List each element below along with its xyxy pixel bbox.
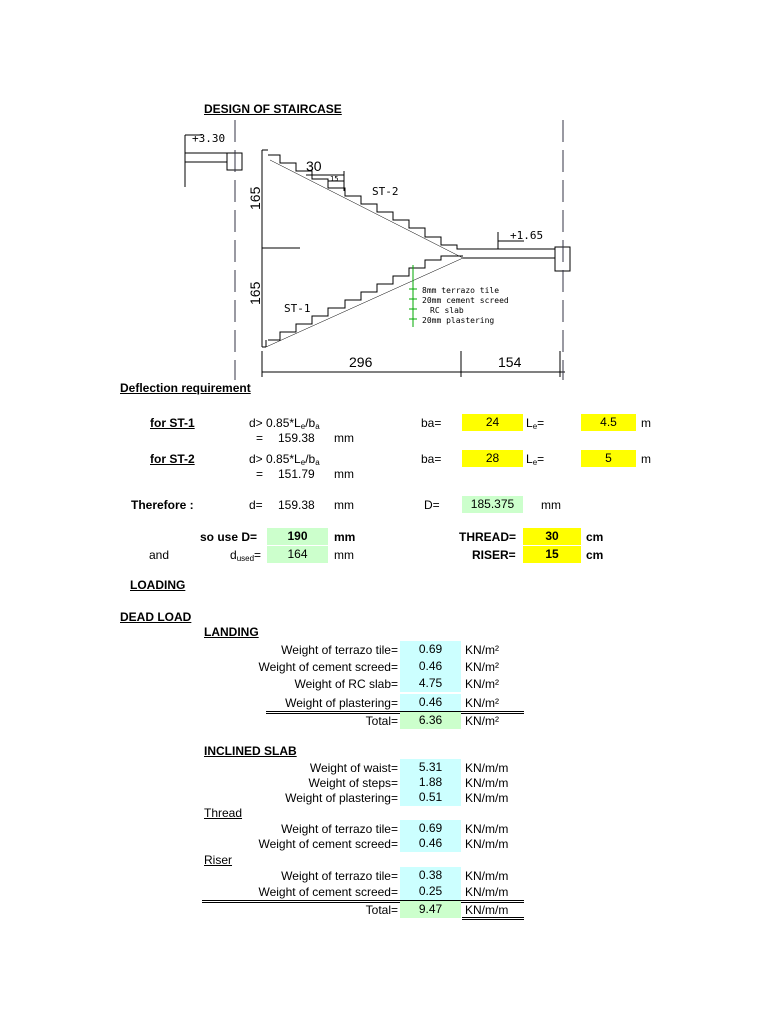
- landing-row-unit: KN/m²: [465, 696, 499, 710]
- inclined-row-value: 1.88: [400, 774, 461, 791]
- D-unit: mm: [541, 498, 561, 512]
- inclined-total-rule: [462, 919, 524, 920]
- D-value: 185.375: [462, 496, 523, 513]
- level-top: +3.30: [192, 132, 226, 145]
- st2-le-label: $L_e=$: [526, 452, 545, 467]
- inclined-row-label: Weight of waist=: [309, 761, 398, 775]
- st2-le-unit: m: [641, 452, 651, 466]
- landing-row-label: Weight of terrazo tile=: [281, 643, 398, 657]
- layer-label: RC slab: [430, 306, 464, 315]
- landing-row-value: 0.69: [400, 641, 461, 658]
- layer-label: 20mm plastering: [422, 316, 495, 325]
- thread-heading: Thread: [204, 806, 243, 820]
- page-title: DESIGN OF STAIRCASE: [204, 102, 342, 116]
- st2-d-value: 151.79: [278, 467, 315, 481]
- st1-le-value: 4.5: [581, 414, 636, 431]
- thread-row-value: 0.46: [400, 835, 461, 852]
- st1-label: for ST-1: [150, 416, 195, 430]
- st1-le-unit: m: [641, 416, 651, 430]
- landing-row-value: 4.75: [400, 675, 461, 692]
- st2-ba-label: ba=: [421, 452, 442, 466]
- riser-row-label: Weight of terrazo tile=: [281, 869, 398, 883]
- inclined-row-unit: KN/m/m: [465, 761, 509, 775]
- thread-unit: cm: [586, 530, 604, 544]
- deflection-heading: Deflection requirement: [120, 381, 251, 395]
- d-unit: mm: [334, 498, 354, 512]
- landing-row-label: Weight of plastering=: [285, 696, 398, 710]
- therefore-label: Therefore :: [131, 498, 194, 512]
- so-use-unit: mm: [334, 530, 356, 544]
- tread-dim: 30: [306, 158, 322, 174]
- riser-row-unit: KN/m/m: [465, 869, 509, 883]
- inclined-row-unit: KN/m/m: [465, 791, 509, 805]
- riser-row-value: 0.25: [400, 883, 461, 900]
- st2-eq: =: [256, 467, 264, 481]
- d-label: d=: [249, 498, 263, 512]
- landing-total-unit: KN/m²: [465, 714, 499, 728]
- landing-row-label: Weight of cement screed=: [258, 660, 398, 674]
- so-use-value: 190: [267, 528, 328, 545]
- st1-d-value: 159.38: [278, 431, 315, 445]
- inclined-total-rule: [462, 917, 524, 918]
- inclined-row-label: Weight of steps=: [308, 776, 398, 790]
- st1-le-label: $L_e=$: [526, 416, 545, 431]
- thread-row-value: 0.69: [400, 820, 461, 837]
- riser-dim: 15: [330, 175, 339, 183]
- st2-formula: $d> 0.85*L_e/b_a$: [249, 452, 320, 467]
- riser-row-value: 0.38: [400, 867, 461, 884]
- inclined-row-label: Weight of plastering=: [285, 791, 398, 805]
- landing-row-unit: KN/m²: [465, 660, 499, 674]
- loading-heading: LOADING: [130, 578, 186, 592]
- staircase-drawing: [180, 115, 600, 380]
- layer-label: 20mm cement screed: [422, 296, 509, 305]
- level-mid: +1.65: [510, 229, 544, 242]
- height-lower: 165: [247, 281, 263, 305]
- dused-label: $d_{used}=$: [230, 548, 262, 563]
- thread-value: 30: [523, 528, 581, 545]
- and-label: and: [149, 548, 170, 562]
- inclined-row-value: 0.51: [400, 789, 461, 806]
- D-label: D=: [424, 498, 440, 512]
- riser-unit: cm: [586, 548, 604, 562]
- landing-row-label: Weight of RC slab=: [294, 677, 398, 691]
- st1-d-unit: mm: [334, 431, 354, 445]
- st2-label: for ST-2: [150, 452, 195, 466]
- inclined-row-value: 5.31: [400, 759, 461, 776]
- st1-ba-value: 24: [462, 414, 523, 431]
- layer-label: 8mm terrazo tile: [422, 286, 500, 295]
- thread-row-label: Weight of terrazo tile=: [281, 822, 398, 836]
- dused-value: 164: [267, 546, 328, 563]
- d-value: 159.38: [278, 498, 315, 512]
- st1-ba-label: ba=: [421, 416, 442, 430]
- riser-label: RISER=: [472, 548, 516, 562]
- thread-row-unit: KN/m/m: [465, 822, 509, 836]
- landing-row-unit: KN/m²: [465, 677, 499, 691]
- riser-value: 15: [523, 546, 581, 563]
- landing-row-unit: KN/m²: [465, 643, 499, 657]
- st1-formula: $d> 0.85*L_e/b_a$: [249, 416, 320, 431]
- dead-load-heading: DEAD LOAD: [120, 610, 192, 624]
- landing-row-value: 0.46: [400, 694, 461, 711]
- st2-ba-value: 28: [462, 450, 523, 467]
- inclined-heading: INCLINED SLAB: [204, 744, 297, 758]
- st2-le-value: 5: [581, 450, 636, 467]
- span-landing: 154: [498, 354, 522, 370]
- riser-row-unit: KN/m/m: [465, 885, 509, 899]
- landing-total-label: Total=: [365, 714, 398, 728]
- so-use-label: so use D=: [200, 530, 258, 544]
- span-flight: 296: [349, 354, 373, 370]
- riser-row-label: Weight of cement screed=: [258, 885, 398, 899]
- thread-label: THREAD=: [459, 530, 517, 544]
- riser-heading: Riser: [204, 853, 233, 867]
- flight-lower: ST-1: [284, 302, 311, 315]
- height-upper: 165: [247, 186, 263, 210]
- landing-total-rule: [266, 711, 524, 712]
- landing-row-value: 0.46: [400, 658, 461, 675]
- thread-row-unit: KN/m/m: [465, 837, 509, 851]
- inclined-total-unit: KN/m/m: [465, 903, 509, 917]
- dused-unit: mm: [334, 548, 354, 562]
- inclined-row-unit: KN/m/m: [465, 776, 509, 790]
- thread-row-label: Weight of cement screed=: [258, 837, 398, 851]
- inclined-total-rule: [202, 900, 524, 901]
- st1-eq: =: [256, 431, 264, 445]
- inclined-total-value: 9.47: [400, 901, 461, 918]
- st2-d-unit: mm: [334, 467, 354, 481]
- landing-heading: LANDING: [204, 625, 259, 639]
- landing-total-value: 6.36: [400, 712, 461, 729]
- inclined-total-label: Total=: [365, 903, 398, 917]
- flight-upper: ST-2: [372, 185, 399, 198]
